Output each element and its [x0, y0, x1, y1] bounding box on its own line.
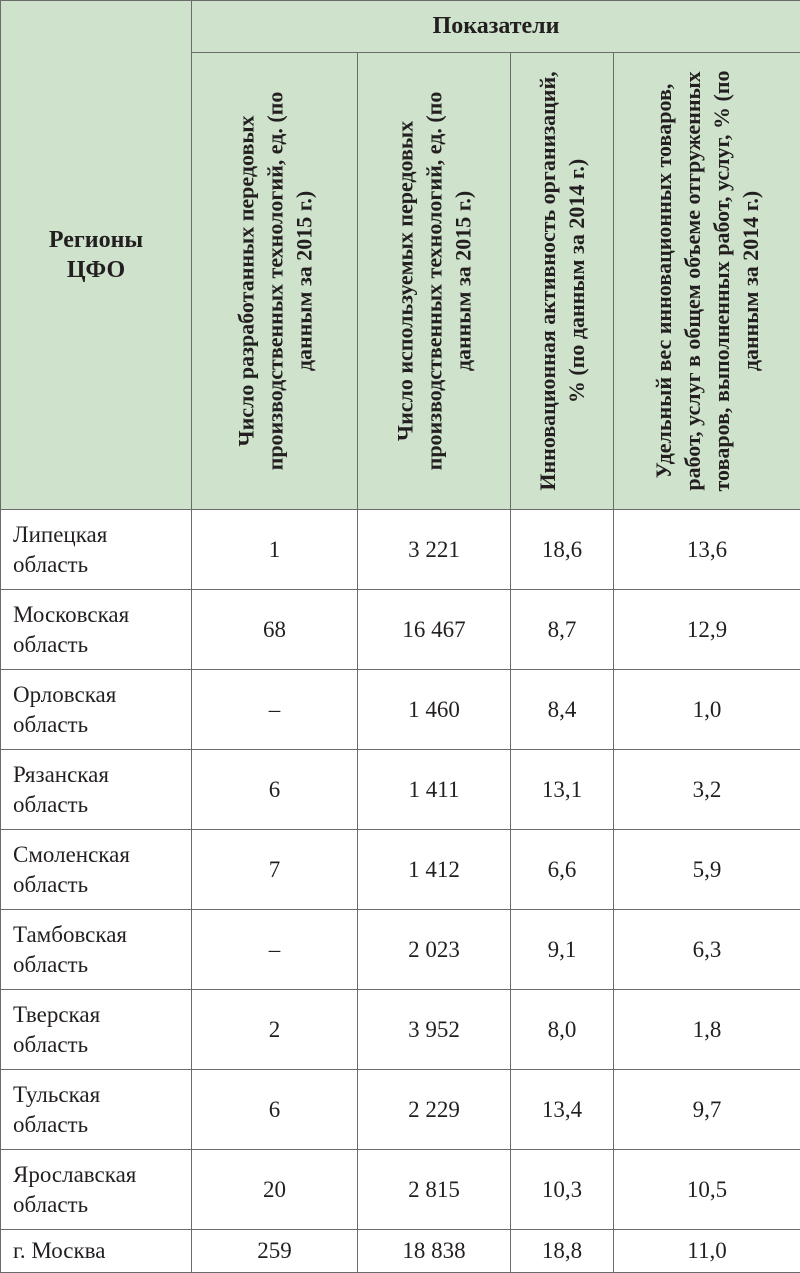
column-header-used-tech — [358, 53, 511, 510]
column-header-developed-tech — [192, 53, 358, 510]
region-name-line: область — [13, 792, 88, 817]
column-header-innovation-activity-text: Инновационная активность организаций, % (по данным за 2014 г.) — [533, 66, 591, 496]
region-cell — [1, 750, 192, 830]
developed-tech-cell: 2 — [192, 990, 358, 1070]
region-cell — [1, 910, 192, 990]
used-tech-cell: 16 467 — [358, 590, 511, 670]
innovative-goods-share-cell: 3,2 — [614, 750, 800, 830]
table-row — [1, 750, 800, 830]
region-name-line: Рязанская — [13, 762, 109, 787]
region-name-line: область — [13, 1192, 88, 1217]
innovation-activity-cell: 18,6 — [511, 510, 614, 590]
indicators-group-header: Показатели — [192, 1, 800, 53]
region-name-line: Орловская — [13, 682, 116, 707]
region-name-line: Тамбовская — [13, 922, 127, 947]
used-tech-cell: 3 952 — [358, 990, 511, 1070]
innovation-activity-cell: 10,3 — [511, 1150, 614, 1230]
innovative-goods-share-cell: 9,7 — [614, 1070, 800, 1150]
developed-tech-cell: 6 — [192, 1070, 358, 1150]
developed-tech-cell: – — [192, 670, 358, 750]
used-tech-cell: 1 460 — [358, 670, 511, 750]
column-header-developed-tech-text: Число разработанных передовых производственных технологий, ед. (по данным за 2015 г.) — [231, 61, 318, 501]
developed-tech-cell: 20 — [192, 1150, 358, 1230]
region-cell — [1, 1150, 192, 1230]
used-tech-cell: 2 229 — [358, 1070, 511, 1150]
innovation-activity-cell: 8,7 — [511, 590, 614, 670]
innovation-activity-cell: 8,0 — [511, 990, 614, 1070]
region-cell: г. Москва — [1, 1230, 192, 1273]
region-cell — [1, 670, 192, 750]
used-tech-cell: 3 221 — [358, 510, 511, 590]
region-cell — [1, 590, 192, 670]
innovation-activity-cell: 13,4 — [511, 1070, 614, 1150]
used-tech-cell: 1 411 — [358, 750, 511, 830]
developed-tech-cell: 6 — [192, 750, 358, 830]
table-row — [1, 670, 800, 750]
innovation-activity-cell: 13,1 — [511, 750, 614, 830]
table-row — [1, 830, 800, 910]
developed-tech-cell: 1 — [192, 510, 358, 590]
region-name-line: область — [13, 712, 88, 737]
region-name-line: Тульская — [13, 1082, 100, 1107]
column-header-innovative-goods-share — [614, 53, 800, 510]
region-cell — [1, 1070, 192, 1150]
region-cell — [1, 830, 192, 910]
innovation-activity-cell: 6,6 — [511, 830, 614, 910]
table-row — [1, 1150, 800, 1230]
region-name-line: область — [13, 1112, 88, 1137]
developed-tech-cell: 259 — [192, 1230, 358, 1273]
region-cell — [1, 990, 192, 1070]
region-column-header — [1, 1, 192, 510]
region-name-line: Ярославская — [13, 1162, 136, 1187]
region-name-line: Тверская — [13, 1002, 100, 1027]
table-row — [1, 1230, 800, 1273]
used-tech-cell: 2 815 — [358, 1150, 511, 1230]
table-row — [1, 990, 800, 1070]
table-row — [1, 910, 800, 990]
innovative-goods-share-cell: 1,0 — [614, 670, 800, 750]
table-row — [1, 510, 800, 590]
innovation-activity-cell: 8,4 — [511, 670, 614, 750]
region-name-line: область — [13, 552, 88, 577]
region-name-line: область — [13, 952, 88, 977]
region-header-line-1: Регионы — [49, 227, 143, 253]
innovative-goods-share-cell: 12,9 — [614, 590, 800, 670]
table-row — [1, 590, 800, 670]
used-tech-cell: 1 412 — [358, 830, 511, 910]
developed-tech-cell: 68 — [192, 590, 358, 670]
region-name-line: область — [13, 1032, 88, 1057]
table-row — [1, 1070, 800, 1150]
innovative-goods-share-cell: 10,5 — [614, 1150, 800, 1230]
developed-tech-cell: 7 — [192, 830, 358, 910]
column-header-innovation-activity — [511, 53, 614, 510]
region-cell — [1, 510, 192, 590]
innovation-activity-cell: 9,1 — [511, 910, 614, 990]
innovative-goods-share-cell: 1,8 — [614, 990, 800, 1070]
column-header-innovative-goods-share-text: Удельный вес инновационных товаров, работ, услуг в общем объеме отгруженных товаров, выполненных работ, услуг, % (по данным за 2014 г.) — [649, 56, 765, 506]
innovative-goods-share-cell: 5,9 — [614, 830, 800, 910]
region-name-line: Смоленская — [13, 842, 130, 867]
innovative-goods-share-cell: 6,3 — [614, 910, 800, 990]
innovation-activity-cell: 18,8 — [511, 1230, 614, 1273]
developed-tech-cell: – — [192, 910, 358, 990]
used-tech-cell: 2 023 — [358, 910, 511, 990]
column-header-used-tech-text: Число используемых передовых производственных технологий, ед. (по данным за 2015 г.) — [391, 61, 478, 501]
region-name-line: Московская — [13, 602, 129, 627]
region-name-line: область — [13, 872, 88, 897]
innovative-goods-share-cell: 13,6 — [614, 510, 800, 590]
region-name-line: область — [13, 632, 88, 657]
innovative-goods-share-cell: 11,0 — [614, 1230, 800, 1273]
used-tech-cell: 18 838 — [358, 1230, 511, 1273]
region-name-line: Липецкая — [13, 522, 107, 547]
region-header-line-2: ЦФО — [67, 257, 125, 283]
